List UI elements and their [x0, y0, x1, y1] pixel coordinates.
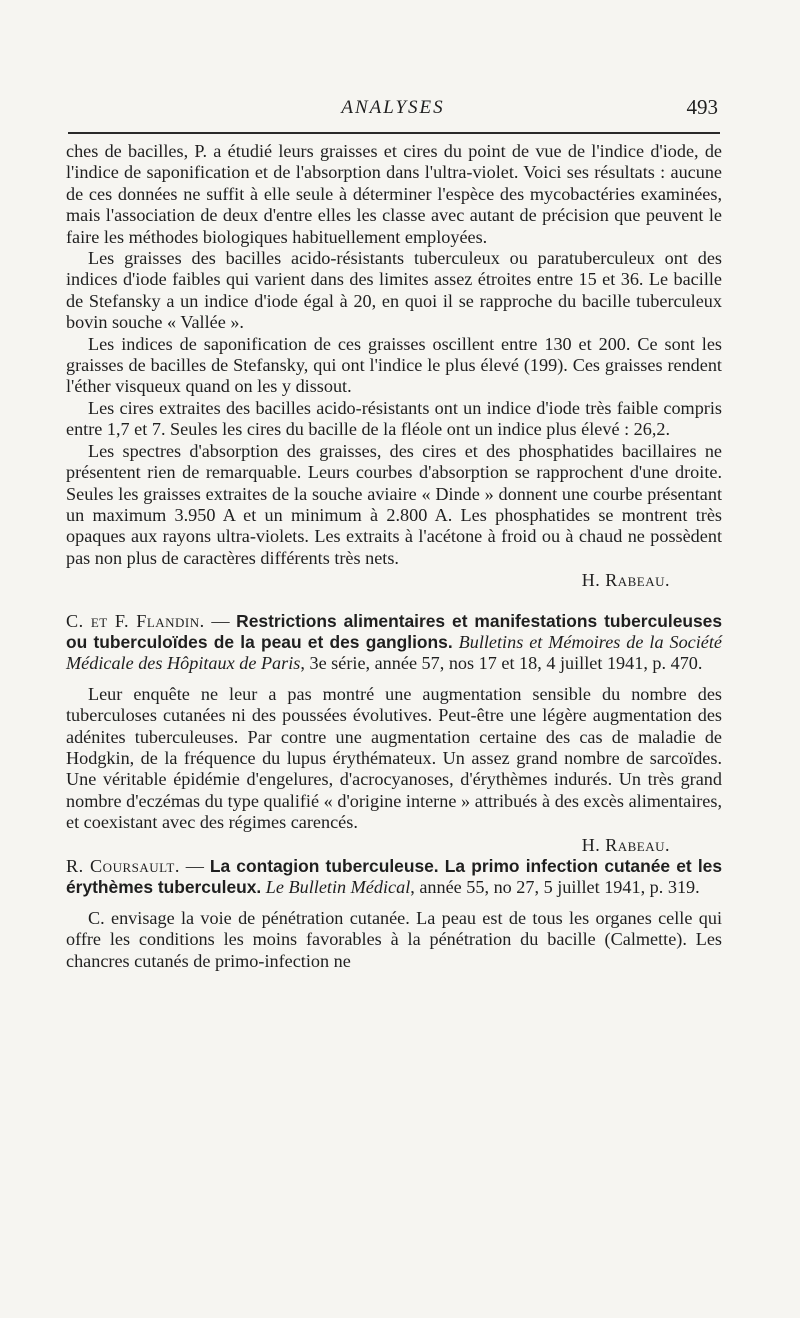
reference-journal: Bulletins et Mémoires de la Société Médicale des Hôpitaux de Paris — [66, 631, 722, 674]
reference-details: , 3e série, année 57, nos 17 et 18, 4 juillet 1941, p. 470. — [300, 653, 703, 674]
paragraph-2: Les graisses des bacilles acido-résistants tuberculeux ou paratuberculeux ont des indices d'iode faibles qui varient dans des limites assez étroites entre 15 et 36. Le bacille de Stefansky a un indice d'iode égal à 20, en quoi il se rapproche du bacille tuberculeux bovin souche « Vallée ». — [66, 248, 722, 333]
header-rule — [68, 132, 720, 134]
reference-dash: — — [179, 856, 210, 876]
reference-details: , année 55, no 27, 5 juillet 1941, p. 319. — [410, 877, 700, 898]
page-header — [66, 93, 720, 123]
reference-title: La contagion tuberculeuse. La primo infection cutanée et les érythèmes tuberculeux. — [66, 856, 723, 898]
signature-1: H. Rabeau. — [581, 570, 670, 591]
paragraph-4: Les cires extraites des bacilles acido-résistants ont un indice d'iode très faible compris entre 1,7 et 7. Seules les cires du bacille de la fléole ont un indice plus élevé : 26,2. — [66, 397, 722, 440]
reference-authors: C. et F. Flandin. — [66, 610, 205, 631]
page-number: 493 — [686, 95, 718, 119]
signature-2: H. Rabeau. — [581, 834, 670, 855]
reference-journal: Le Bulletin Médical — [265, 877, 411, 898]
running-title: ANALYSES — [341, 97, 445, 118]
reference-authors: R. Coursault. — [66, 856, 180, 876]
paragraph-5: Les spectres d'absorption des graisses, des cires et des phosphatides bacillaires ne présentent rien de remarquable. Leurs courbes d'absorption se rapprochent d'une droite. Seules les graisses extraites de la souche aviaire « Dinde » donnent une courbe présentant un maximum 3.950 A et un minimum à 2.800 A. Les phosphatides se montrent très opaques aux rayons ultra-violets. Les extraits à l'acétone à froid ou à chaud ne possèdent pas non plus de caractères différents très nets. — [66, 440, 722, 568]
paragraph-3: Les indices de saponification de ces graisses oscillent entre 130 et 200. Ce sont les graisses de bacilles de Stefansky, qui ont l'indice le plus élevé (199). Ces graisses rendent l'éther visqueux quand on les y dissout. — [66, 333, 722, 397]
reference-flandin — [66, 611, 722, 675]
text-body — [66, 141, 722, 972]
paragraph-1: ches de bacilles, P. a étudié leurs graisses et cires du point de vue de l'indice d'iode, de l'indice de saponification et de l'absorption dans l'ultra-violet. Voici ses résultats : aucune de ces données ne suffit à elle seule à déterminer l'espèce des mycobactéries examinées, mais l'association de deux d'entre elles les classe avec autant de précision que peuvent le faire les méthodes biologiques habituellement employées. — [66, 141, 722, 247]
reference-dash: — — [204, 610, 237, 631]
reference-coursault — [66, 856, 722, 899]
paragraph-7: C. envisage la voie de pénétration cutanée. La peau est de tous les organes celle qui offre les conditions les moins favorables à la pénétration du bacille (Calmette). Les chancres cutanés de primo-infection ne — [66, 907, 722, 971]
reference-title: Restrictions alimentaires et manifestations tuberculeuses ou tuberculoïdes de la peau et des ganglions. — [66, 610, 723, 652]
paragraph-6: Leur enquête ne leur a pas montré une augmentation sensible du nombre des tuberculoses cutanées ni des poussées évolutives. Peut-être une légère augmentation des adénites tuberculeuses. Par contre une augmentation certaine des cas de maladie de Hodgkin, de la fréquence du lupus érythémateux. Un assez grand nombre de sarcoïdes. Une véritable épidémie d'engelures, d'acrocyanoses, d'érythèmes indurés. Un très grand nombre d'eczémas du type qualifié « d'origine interne » attribués à des excès alimentaires, et coexistant avec des régimes carencés. — [66, 683, 722, 833]
